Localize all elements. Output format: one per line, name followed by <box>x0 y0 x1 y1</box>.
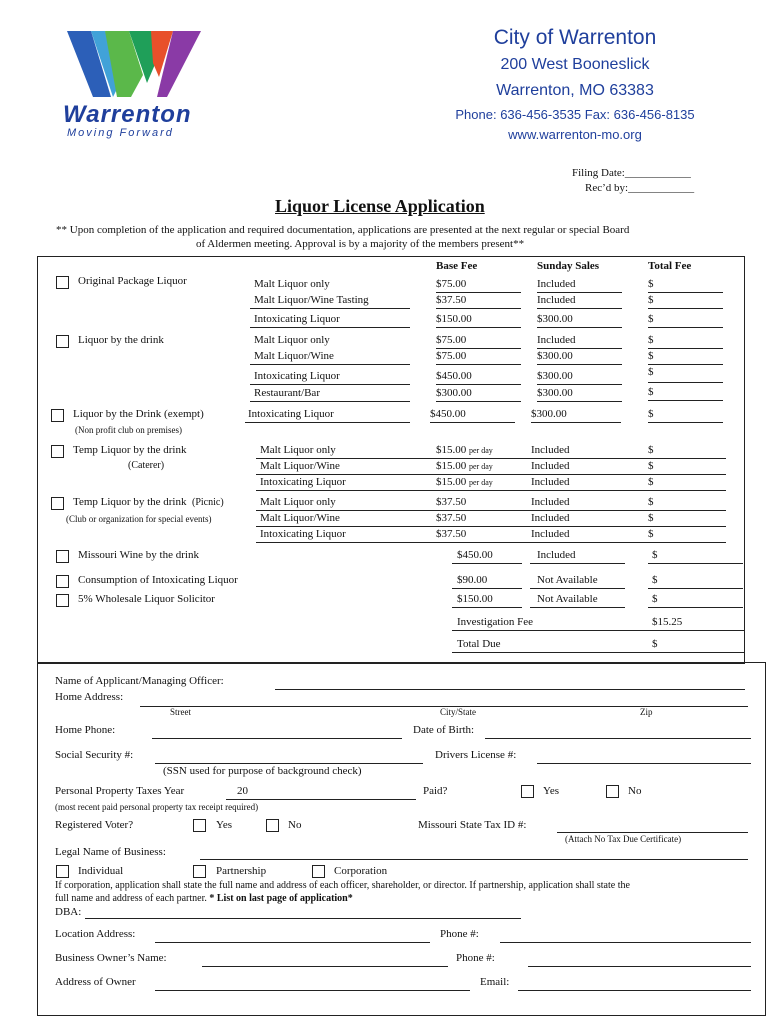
individual-label: Individual <box>78 865 124 877</box>
phone-fax: Phone: 636-456-3535 Fax: 636-456-8135 <box>455 107 695 122</box>
base-fee: $300.00 <box>436 387 472 399</box>
owner-name-label: Business Owner’s Name: <box>55 952 167 964</box>
partnership-checkbox[interactable] <box>193 865 206 878</box>
sunday-fee: $300.00 <box>531 408 567 420</box>
liquor-by-drink-label: Liquor by the drink <box>78 334 164 346</box>
item-label: Malt Liquor/Wine Tasting <box>254 294 369 306</box>
item-label: Intoxicating Liquor <box>254 313 340 325</box>
wholesale-label: 5% Wholesale Liquor Solicitor <box>78 593 215 605</box>
sunday-fee: $300.00 <box>537 350 573 362</box>
zip-caption: Zip <box>640 707 653 717</box>
voter-label: Registered Voter? <box>55 819 134 831</box>
sunday-fee: Included <box>537 278 576 290</box>
location-phone-field[interactable] <box>500 942 751 943</box>
investigation-fee-value: $15.25 <box>652 616 683 628</box>
drivers-license-field[interactable] <box>537 763 751 764</box>
total-fee: $ <box>648 386 654 398</box>
caterer-checkbox[interactable] <box>51 445 64 458</box>
tax-id-label: Missouri State Tax ID #: <box>418 819 527 831</box>
total-fee: $ <box>648 460 654 472</box>
sunday-fee: Included <box>531 528 570 540</box>
item-label: Intoxicating Liquor <box>248 408 334 420</box>
base-fee: $15.00 per day <box>436 444 493 456</box>
paid-no-checkbox[interactable] <box>606 785 619 798</box>
item-label: Malt Liquor only <box>260 496 336 508</box>
sunday-fee: Included <box>531 460 570 472</box>
voter-no-label: No <box>288 819 302 831</box>
base-fee: $15.00 per day <box>436 476 493 488</box>
total-fee: $ <box>648 366 654 378</box>
item-label: Malt Liquor only <box>254 334 330 346</box>
ppt-label: Personal Property Taxes Year <box>55 785 185 797</box>
logo-wordmark: Warrenton <box>63 101 192 128</box>
base-fee: $150.00 <box>436 313 472 325</box>
sunday-fee: $300.00 <box>537 313 573 325</box>
paid-yes-checkbox[interactable] <box>521 785 534 798</box>
filing-date[interactable]: Filing Date:____________ <box>572 167 691 179</box>
total-fee: $ <box>648 313 654 325</box>
picnic-label: Temp Liquor by the drink (Picnic) <box>73 496 224 508</box>
dba-label: DBA: <box>55 906 82 918</box>
sunday-fee: Included <box>531 512 570 524</box>
dba-field[interactable] <box>85 918 521 919</box>
corp-note-line-2: full name and address of each partner. * List on last page of application* <box>55 893 353 904</box>
picnic-note: (Club or organization for special events) <box>66 514 212 524</box>
voter-yes-checkbox[interactable] <box>193 819 206 832</box>
ssn-note: (SSN used for purpose of background check) <box>163 765 362 777</box>
base-fee: $37.50 <box>436 496 467 508</box>
location-address-field[interactable] <box>155 942 430 943</box>
total-fee: $ <box>648 278 654 290</box>
location-phone-label: Phone #: <box>440 928 479 940</box>
corporation-checkbox[interactable] <box>312 865 325 878</box>
logo-tagline: Moving Forward <box>67 127 174 139</box>
sunday-fee: Not Available <box>537 593 598 605</box>
intro-line-1: ** Upon completion of the application and required documentation, applications are presented at the next regular or special Board <box>56 224 630 236</box>
individual-checkbox[interactable] <box>56 865 69 878</box>
total-fee: $ <box>648 512 654 524</box>
missouri-wine-checkbox[interactable] <box>56 550 69 563</box>
home-phone-label: Home Phone: <box>55 724 116 736</box>
tax-id-field[interactable] <box>557 832 748 833</box>
sunday-fee: Not Available <box>537 574 598 586</box>
missouri-wine-label: Missouri Wine by the drink <box>78 549 199 561</box>
total-fee: $ <box>648 444 654 456</box>
paid-yes-label: Yes <box>543 785 560 797</box>
city-logo <box>55 25 215 140</box>
original-package-label: Original Package Liquor <box>78 275 187 287</box>
dob-field[interactable] <box>485 738 751 739</box>
applicant-name-label: Name of Applicant/Managing Officer: <box>55 675 224 687</box>
city-street: 200 West Booneslick <box>500 56 650 73</box>
item-label: Malt Liquor only <box>260 444 336 456</box>
total-fee: $ <box>648 294 654 306</box>
received-by[interactable]: Rec’d by:____________ <box>585 182 695 194</box>
total-due-value: $ <box>652 638 658 650</box>
owner-phone-label: Phone #: <box>456 952 495 964</box>
sunday-fee: Included <box>537 334 576 346</box>
ppt-year-field[interactable]: 20 <box>237 785 248 797</box>
liquor-by-drink-checkbox[interactable] <box>56 335 69 348</box>
voter-no-checkbox[interactable] <box>266 819 279 832</box>
col-total-fee: Total Fee <box>648 260 692 272</box>
sunday-fee: Included <box>531 444 570 456</box>
investigation-fee-label: Investigation Fee <box>457 616 534 628</box>
caterer-label: Temp Liquor by the drink <box>73 444 187 456</box>
base-fee: $90.00 <box>457 574 488 586</box>
sunday-fee: Included <box>531 496 570 508</box>
total-fee: $ <box>652 574 658 586</box>
picnic-checkbox[interactable] <box>51 497 64 510</box>
corp-note-line-1: If corporation, application shall state the full name and address of each officer, shareholder, or director. If partnership, application shall state the <box>55 880 630 891</box>
item-label: Malt Liquor only <box>254 278 330 290</box>
owner-phone-field[interactable] <box>528 966 751 967</box>
voter-yes-label: Yes <box>216 819 233 831</box>
total-due-label: Total Due <box>457 638 501 650</box>
total-fee: $ <box>648 528 654 540</box>
partnership-label: Partnership <box>216 865 267 877</box>
exempt-label: Liquor by the Drink (exempt) <box>73 408 204 420</box>
street-caption: Street <box>170 707 191 717</box>
base-fee: $37.50 <box>436 512 467 524</box>
item-label: Intoxicating Liquor <box>260 528 346 540</box>
item-label: Malt Liquor/Wine <box>260 512 340 524</box>
legal-name-label: Legal Name of Business: <box>55 846 166 858</box>
email-field[interactable] <box>518 990 751 991</box>
item-label: Malt Liquor/Wine <box>260 460 340 472</box>
city-state-caption: City/State <box>440 707 476 717</box>
total-fee: $ <box>648 334 654 346</box>
email-label: Email: <box>480 976 510 988</box>
paid-no-label: No <box>628 785 642 797</box>
total-fee: $ <box>648 350 654 362</box>
legal-name-field[interactable] <box>200 859 748 860</box>
corporation-label: Corporation <box>334 865 388 877</box>
total-fee: $ <box>648 476 654 488</box>
col-sunday-sales: Sunday Sales <box>537 260 600 272</box>
caterer-note: (Caterer) <box>128 460 165 471</box>
base-fee: $37.50 <box>436 528 467 540</box>
website-link[interactable]: www.warrenton-mo.org <box>508 127 642 142</box>
city-state-zip: Warrenton, MO 63383 <box>496 82 654 99</box>
intro-line-2: of Aldermen meeting. Approval is by a majority of the members present** <box>196 238 525 250</box>
base-fee: $37.50 <box>436 294 467 306</box>
drivers-license-label: Drivers License #: <box>435 749 517 761</box>
total-fee: $ <box>648 408 654 420</box>
location-address-label: Location Address: <box>55 928 136 940</box>
exempt-checkbox[interactable] <box>51 409 64 422</box>
sunday-fee: $300.00 <box>537 370 573 382</box>
owner-name-field[interactable] <box>202 966 448 967</box>
dob-label: Date of Birth: <box>413 724 475 736</box>
owner-address-label: Address of Owner <box>55 976 136 988</box>
owner-address-field[interactable] <box>155 990 470 991</box>
base-fee: $450.00 <box>457 549 493 561</box>
total-fee: $ <box>652 549 658 561</box>
base-fee: $75.00 <box>436 350 467 362</box>
total-fee: $ <box>652 593 658 605</box>
ppt-note: (most recent paid personal property tax receipt required) <box>55 802 259 812</box>
base-fee: $75.00 <box>436 334 467 346</box>
base-fee: $15.00 per day <box>436 460 493 472</box>
home-phone-field[interactable] <box>152 738 402 739</box>
sunday-fee: $300.00 <box>537 387 573 399</box>
tax-note: (Attach No Tax Due Certificate) <box>565 834 682 844</box>
base-fee: $75.00 <box>436 278 467 290</box>
base-fee: $150.00 <box>457 593 493 605</box>
item-label: Malt Liquor/Wine <box>254 350 334 362</box>
item-label: Restaurant/Bar <box>254 387 320 399</box>
applicant-name-field[interactable] <box>275 689 745 690</box>
consumption-label: Consumption of Intoxicating Liquor <box>78 574 238 586</box>
ssn-field[interactable] <box>155 763 423 764</box>
form-title: Liquor License Application <box>275 196 485 216</box>
item-label: Intoxicating Liquor <box>260 476 346 488</box>
total-fee: $ <box>648 496 654 508</box>
city-name: City of Warrenton <box>493 26 657 49</box>
logo-w-graphic <box>55 25 215 105</box>
col-base-fee: Base Fee <box>436 260 478 272</box>
exempt-note: (Non profit club on premises) <box>75 425 182 435</box>
sunday-fee: Included <box>537 549 576 561</box>
original-package-checkbox[interactable] <box>56 276 69 289</box>
ssn-label: Social Security #: <box>55 749 134 761</box>
wholesale-checkbox[interactable] <box>56 594 69 607</box>
sunday-fee: Included <box>537 294 576 306</box>
home-address-label: Home Address: <box>55 691 124 703</box>
base-fee: $450.00 <box>430 408 466 420</box>
paid-label: Paid? <box>423 785 448 797</box>
base-fee: $450.00 <box>436 370 472 382</box>
sunday-fee: Included <box>531 476 570 488</box>
consumption-checkbox[interactable] <box>56 575 69 588</box>
item-label: Intoxicating Liquor <box>254 370 340 382</box>
